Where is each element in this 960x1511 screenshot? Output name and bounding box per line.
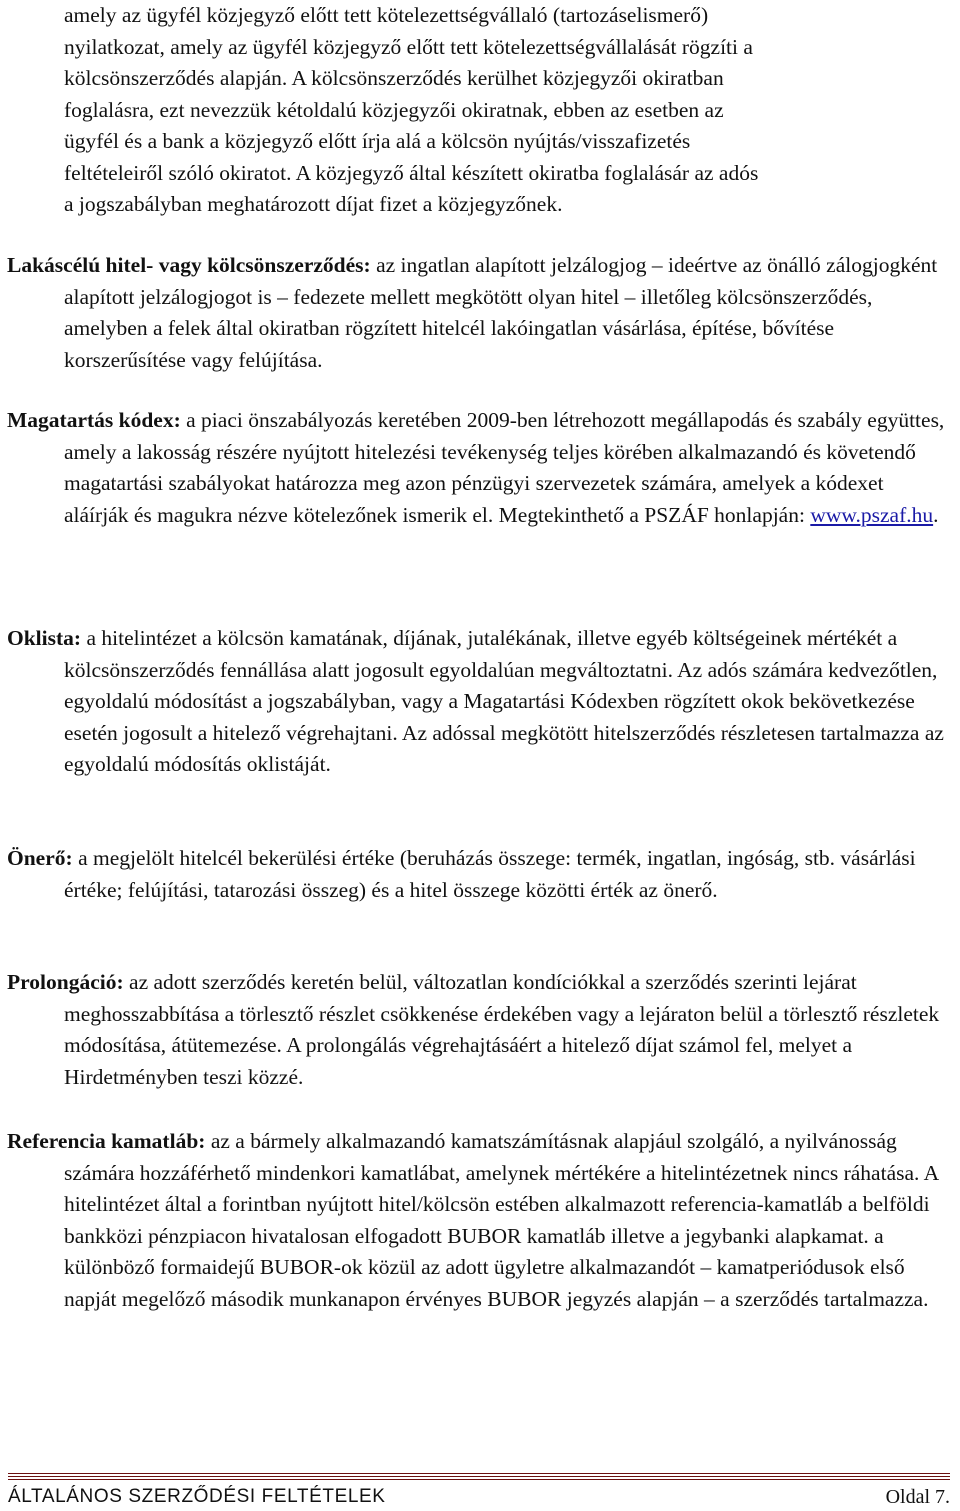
definition-term: Oklista: [7,626,82,650]
footer-divider-thin [8,1479,950,1480]
definition-referencia-kamatlab [7,1126,946,1315]
intro-paragraph [64,0,944,221]
footer-page-number: Oldal 7. [885,1486,950,1508]
definition-lakascelu-hitel [7,250,946,376]
intro-line: nyilatkozat, amely az ügyfél közjegyző előtt tett kötelezettségvállalását rögzíti a [64,34,753,59]
definition-term: Prolongáció: [7,970,124,994]
footer-document-title: ÁLTALÁNOS SZERZŐDÉSI FELTÉTELEK [8,1486,386,1507]
definition-text: a megjelölt hitelcél bekerülési értéke (beruházás összege: termék, ingatlan, ingóság, stb. vásárlási értéke; felújítási, tatarozási összeg) és a hitel összege közötti érték az önerő. [64,846,916,902]
definition-term: Lakáscélú hitel- vagy kölcsönszerződés: [7,253,371,277]
definition-text-end: . [933,502,939,527]
intro-line: a jogszabályban meghatározott díjat fizet a közjegyzőnek. [64,192,563,216]
definition-term: Referencia kamatláb: [7,1129,206,1153]
footer-divider [8,1473,950,1477]
definition-prolongacio [7,967,946,1093]
definition-text: a piaci önszabályozás keretében 2009-ben létrehozott megállapodás és szabály együttes, amely a lakosság részére nyújtott hitelezési tevékenység teljes körében alkalmazandó és követendő magatartási szabályokat határozza meg azon pénzügyi szervezetek számára, amelyek a kódexet aláírják és magukra nézve kötelezőnek ismerik el. Megtekinthető a PSZÁF honlapján: [64,408,945,527]
definition-magatartas-kodex [7,405,946,531]
intro-line: amely az ügyfél közjegyző előtt tett kötelezettségvállaló (tartozáselismerő) [64,3,709,27]
definition-term: Magatartás kódex: [7,408,181,432]
intro-line: kölcsönszerződés alapján. A kölcsönszerződés kerülhet közjegyzői okiratban [64,66,724,90]
pszaf-link[interactable]: www.pszaf.hu [810,502,934,527]
definition-text: az ingatlan alapított jelzálogjog – ideértve az önálló zálogjogként alapított jelzálogjogot is – fedezete mellett megkötött olyan hitel – illetőleg kölcsönszerződés, amelyben a felek által okiratban rögzített hitelcél lakóingatlan vásárlása, építése, bővítése korszerűsítése vagy felújítása. [64,253,938,372]
intro-line: feltételeiről szóló okiratot. A közjegyző által készített okiratba foglalásár az adós [64,160,759,185]
definition-text: a hitelintézet a kölcsön kamatának, díjának, jutalékának, illetve egyéb költségeinek mértékét a kölcsönszerződés fennállása alatt jogosult egyoldalúan megváltoztatni. Az adós számára kedvezőtlen, egyoldalú módosítást a jogszabályban, vagy a Magatartási Kódexben rögzített okok bekövetkezése esetén jogosult a hitelező végrehajtani. Az adóssal megkötött hitelszerződés részletesen tartalmazza az egyoldalú módosítás oklistáját. [64,626,944,776]
intro-line: foglalásra, ezt nevezzük kétoldalú közjegyzői okiratnak, ebben az esetben az [64,97,724,122]
definition-term: Önerő: [7,846,73,870]
definition-text: az adott szerződés keretén belül, változatlan kondíciókkal a szerződés szerinti lejárat meghosszabbítása a törlesztő részlet csökkenése érdekében vagy a lejáraton belül a törlesztő részletek módosítása, átütemezése. A prolongálás végrehajtásáért a hitelező díjat számol fel, melyet a Hirdetményben teszi közzé. [64,970,940,1089]
definition-text: az a bármely alkalmazandó kamatszámításnak alapjául szolgáló, a nyilvánosság számára hozzáférhető mindenkori kamatlábat, amelynek mértékére a hitelintézetnek nincs ráhatása. A hitelintézet által a forintban nyújtott hitel/kölcsön estében alkalmazott referencia-kamatláb a belföldi bankközi pénzpiacon hivatalosan elfogadott BUBOR kamatláb illetve a jegybanki alapkamat. a különböző formaidejű BUBOR-ok közül az adott ügyletre alkalmazandót – kamatperiódusok első napját megelőző második munkanapon érvényes BUBOR jegyzés alapján – a szerződés tartalmazza. [64,1129,938,1311]
intro-line: ügyfél és a bank a közjegyző előtt írja alá a kölcsön nyújtás/visszafizetés [64,129,691,153]
definition-oklista [7,623,946,781]
definition-onero [7,843,946,906]
